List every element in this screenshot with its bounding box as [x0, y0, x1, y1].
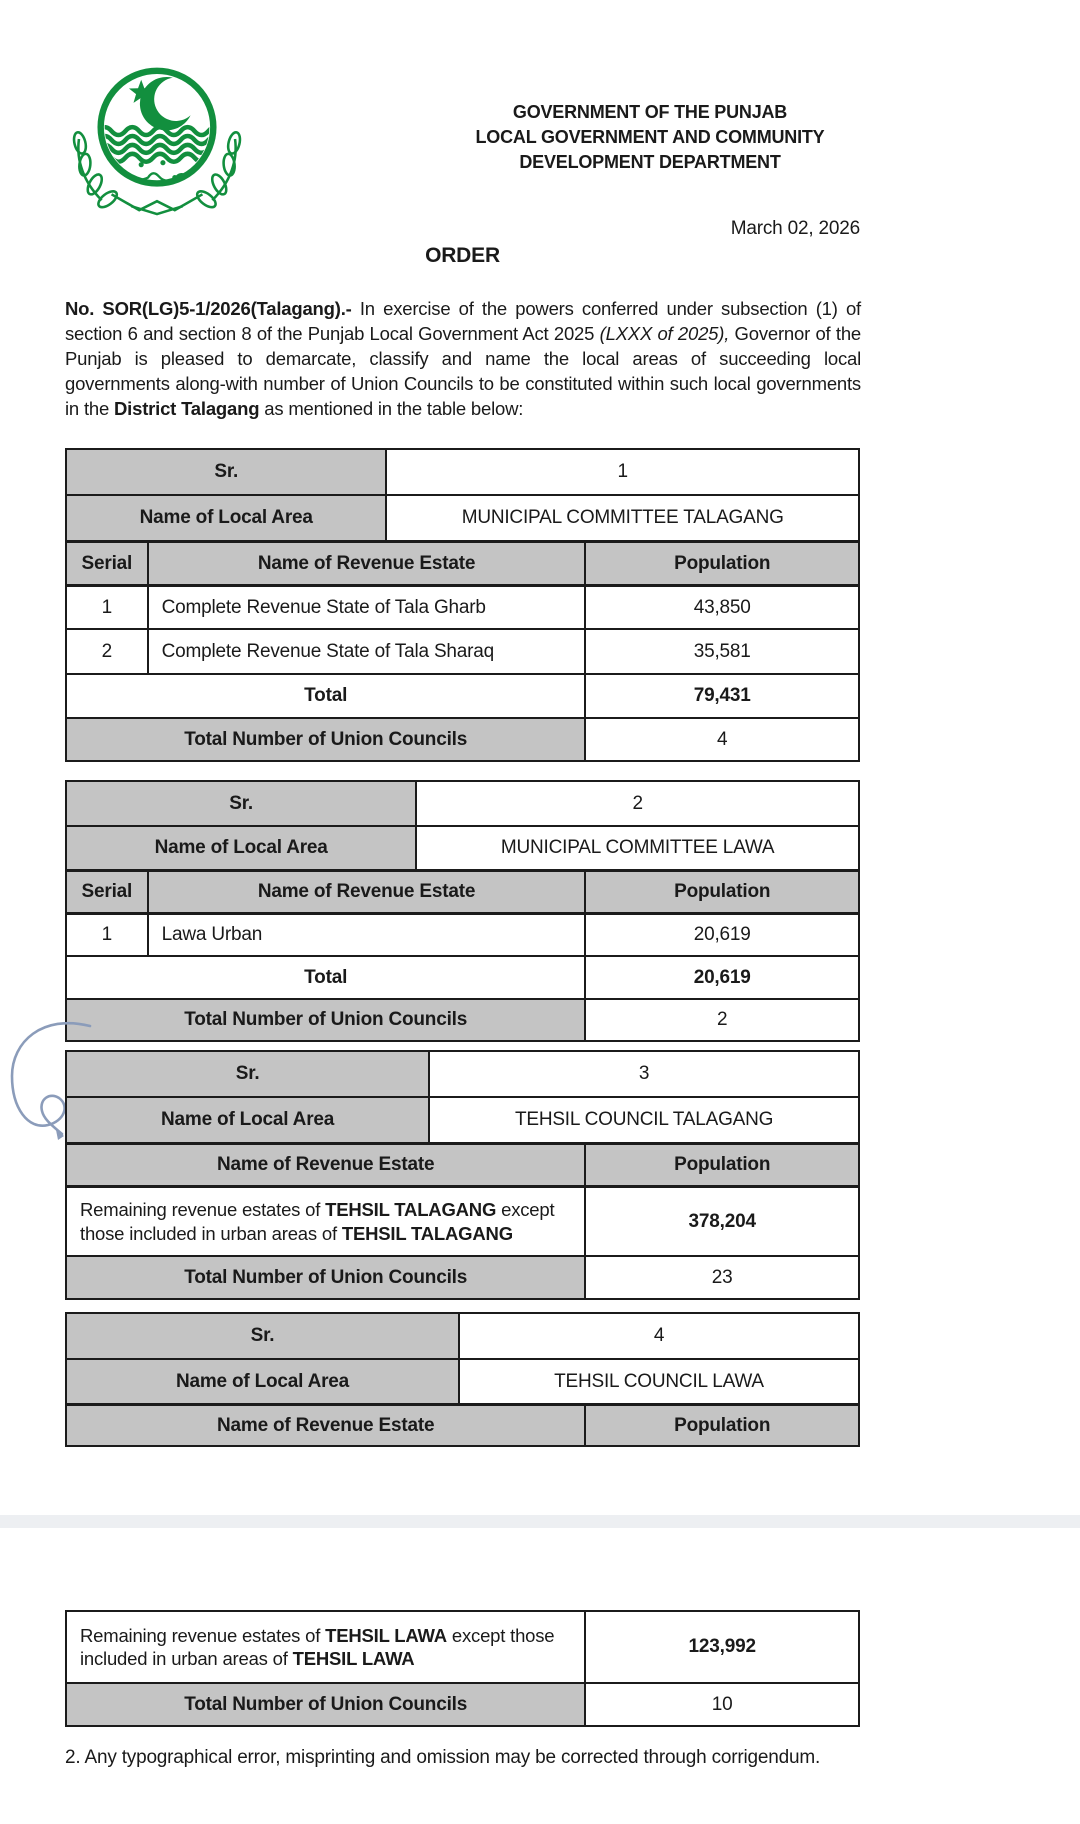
col-header-serial: Serial	[67, 872, 147, 912]
estate-cell: Remaining revenue estates of TEHSIL LAWA except those included in urban areas of TEHSIL LAWA	[80, 1624, 555, 1669]
sr-label: Sr.	[67, 450, 385, 494]
population-cell: 43,850	[584, 587, 858, 628]
sr-value: 3	[428, 1052, 858, 1096]
population-cell: 35,581	[584, 630, 858, 673]
table-row	[67, 1185, 858, 1255]
sr-value: 2	[415, 782, 858, 825]
col-header-population: Population	[584, 1406, 858, 1445]
sr-value: 1	[385, 450, 858, 494]
table-row	[67, 584, 858, 628]
local-area-value: MUNICIPAL COMMITTEE LAWA	[415, 827, 858, 869]
punjab-government-emblem-icon	[68, 56, 246, 220]
local-area-value: TEHSIL COUNCIL LAWA	[458, 1360, 858, 1403]
corrigendum-footnote: 2. Any typographical error, misprinting and omission may be corrected through corrigendum.	[65, 1747, 821, 1768]
local-area-value: MUNICIPAL COMMITTEE TALAGANG	[385, 496, 858, 540]
estate-cell: Remaining revenue estates of TEHSIL TALAGANG except those included in urban areas of TEHSIL TALAGANG	[80, 1199, 555, 1244]
agency-header	[440, 100, 860, 175]
union-councils-label: Total Number of Union Councils	[67, 1257, 584, 1298]
col-header-serial: Serial	[67, 543, 147, 584]
population-cell: 20,619	[584, 915, 858, 955]
local-area-label: Name of Local Area	[67, 1098, 428, 1142]
total-row	[67, 673, 858, 717]
order-reference-number: No. SOR(LG)5-1/2026(Talagang).-	[65, 298, 352, 319]
col-header-population: Population	[584, 543, 858, 584]
col-header-population: Population	[584, 1145, 858, 1185]
serial-cell: 1	[101, 596, 113, 618]
union-councils-label: Total Number of Union Councils	[67, 1000, 584, 1040]
table-tehsil-council-lawa-continuation	[65, 1610, 860, 1727]
table-row	[67, 912, 858, 955]
col-header-estate: Name of Revenue Estate	[147, 872, 585, 912]
population-cell: 123,992	[584, 1612, 858, 1682]
act-citation: (LXXX of 2025),	[599, 323, 730, 344]
col-header-population: Population	[584, 872, 858, 912]
district-name: District Talagang	[114, 398, 260, 419]
total-population: 79,431	[584, 675, 858, 717]
order-title: ORDER	[425, 244, 500, 267]
order-date: March 02, 2026	[730, 218, 860, 239]
col-header-estate: Name of Revenue Estate	[67, 1145, 584, 1185]
order-intro-paragraph: No. SOR(LG)5-1/2026(Talagang).- In exercise of the powers conferred under subsection (1) of section 6 and section 8 of the Punjab Local Government Act 2025 (LXXX of 2025), Governor of the Punjab is pleased to demarcate, classify and name the local areas of succeeding local governments along-with number of Union Councils to be constituted within such local governments in the District Talagang as mentioned in the table below:	[65, 298, 861, 419]
estate-cell: Lawa Urban	[147, 915, 585, 955]
table-tehsil-council-lawa	[65, 1312, 860, 1447]
table-municipal-committee-talagang	[65, 448, 860, 762]
union-councils-row	[67, 717, 858, 760]
sr-label: Sr.	[67, 1314, 458, 1358]
union-councils-value: 10	[584, 1684, 858, 1725]
union-councils-row	[67, 1682, 858, 1725]
sr-value: 4	[458, 1314, 858, 1358]
estate-cell: Complete Revenue State of Tala Gharb	[147, 587, 585, 628]
page-break-band	[0, 1515, 1080, 1528]
total-population: 20,619	[584, 957, 858, 998]
agency-line-1: GOVERNMENT OF THE PUNJAB	[512, 102, 788, 122]
agency-line-3: DEVELOPMENT DEPARTMENT	[519, 152, 781, 172]
col-header-estate: Name of Revenue Estate	[147, 543, 585, 584]
col-header-estate: Name of Revenue Estate	[67, 1406, 584, 1445]
estate-cell: Complete Revenue State of Tala Sharaq	[147, 630, 585, 673]
total-label: Total	[304, 966, 348, 988]
sr-label: Sr.	[67, 782, 415, 825]
population-cell: 378,204	[584, 1188, 858, 1255]
union-councils-value: 4	[584, 719, 858, 760]
local-area-value: TEHSIL COUNCIL TALAGANG	[428, 1098, 858, 1142]
union-councils-row	[67, 1255, 858, 1298]
total-row	[67, 955, 858, 998]
local-area-label: Name of Local Area	[67, 1360, 458, 1403]
local-area-label: Name of Local Area	[67, 496, 385, 540]
table-row	[67, 1612, 858, 1682]
table-municipal-committee-lawa	[65, 780, 860, 1042]
table-tehsil-council-talagang	[65, 1050, 860, 1300]
union-councils-label: Total Number of Union Councils	[67, 719, 584, 760]
union-councils-row	[67, 998, 858, 1040]
total-label: Total	[304, 685, 348, 706]
union-councils-value: 2	[584, 1000, 858, 1040]
union-councils-value: 23	[584, 1257, 858, 1298]
agency-line-2: LOCAL GOVERNMENT AND COMMUNITY	[475, 127, 825, 147]
sr-label: Sr.	[67, 1052, 428, 1096]
union-councils-label: Total Number of Union Councils	[67, 1684, 584, 1725]
local-area-label: Name of Local Area	[67, 827, 415, 869]
serial-cell: 2	[101, 640, 113, 662]
table-row	[67, 628, 858, 673]
serial-cell: 1	[101, 924, 113, 945]
